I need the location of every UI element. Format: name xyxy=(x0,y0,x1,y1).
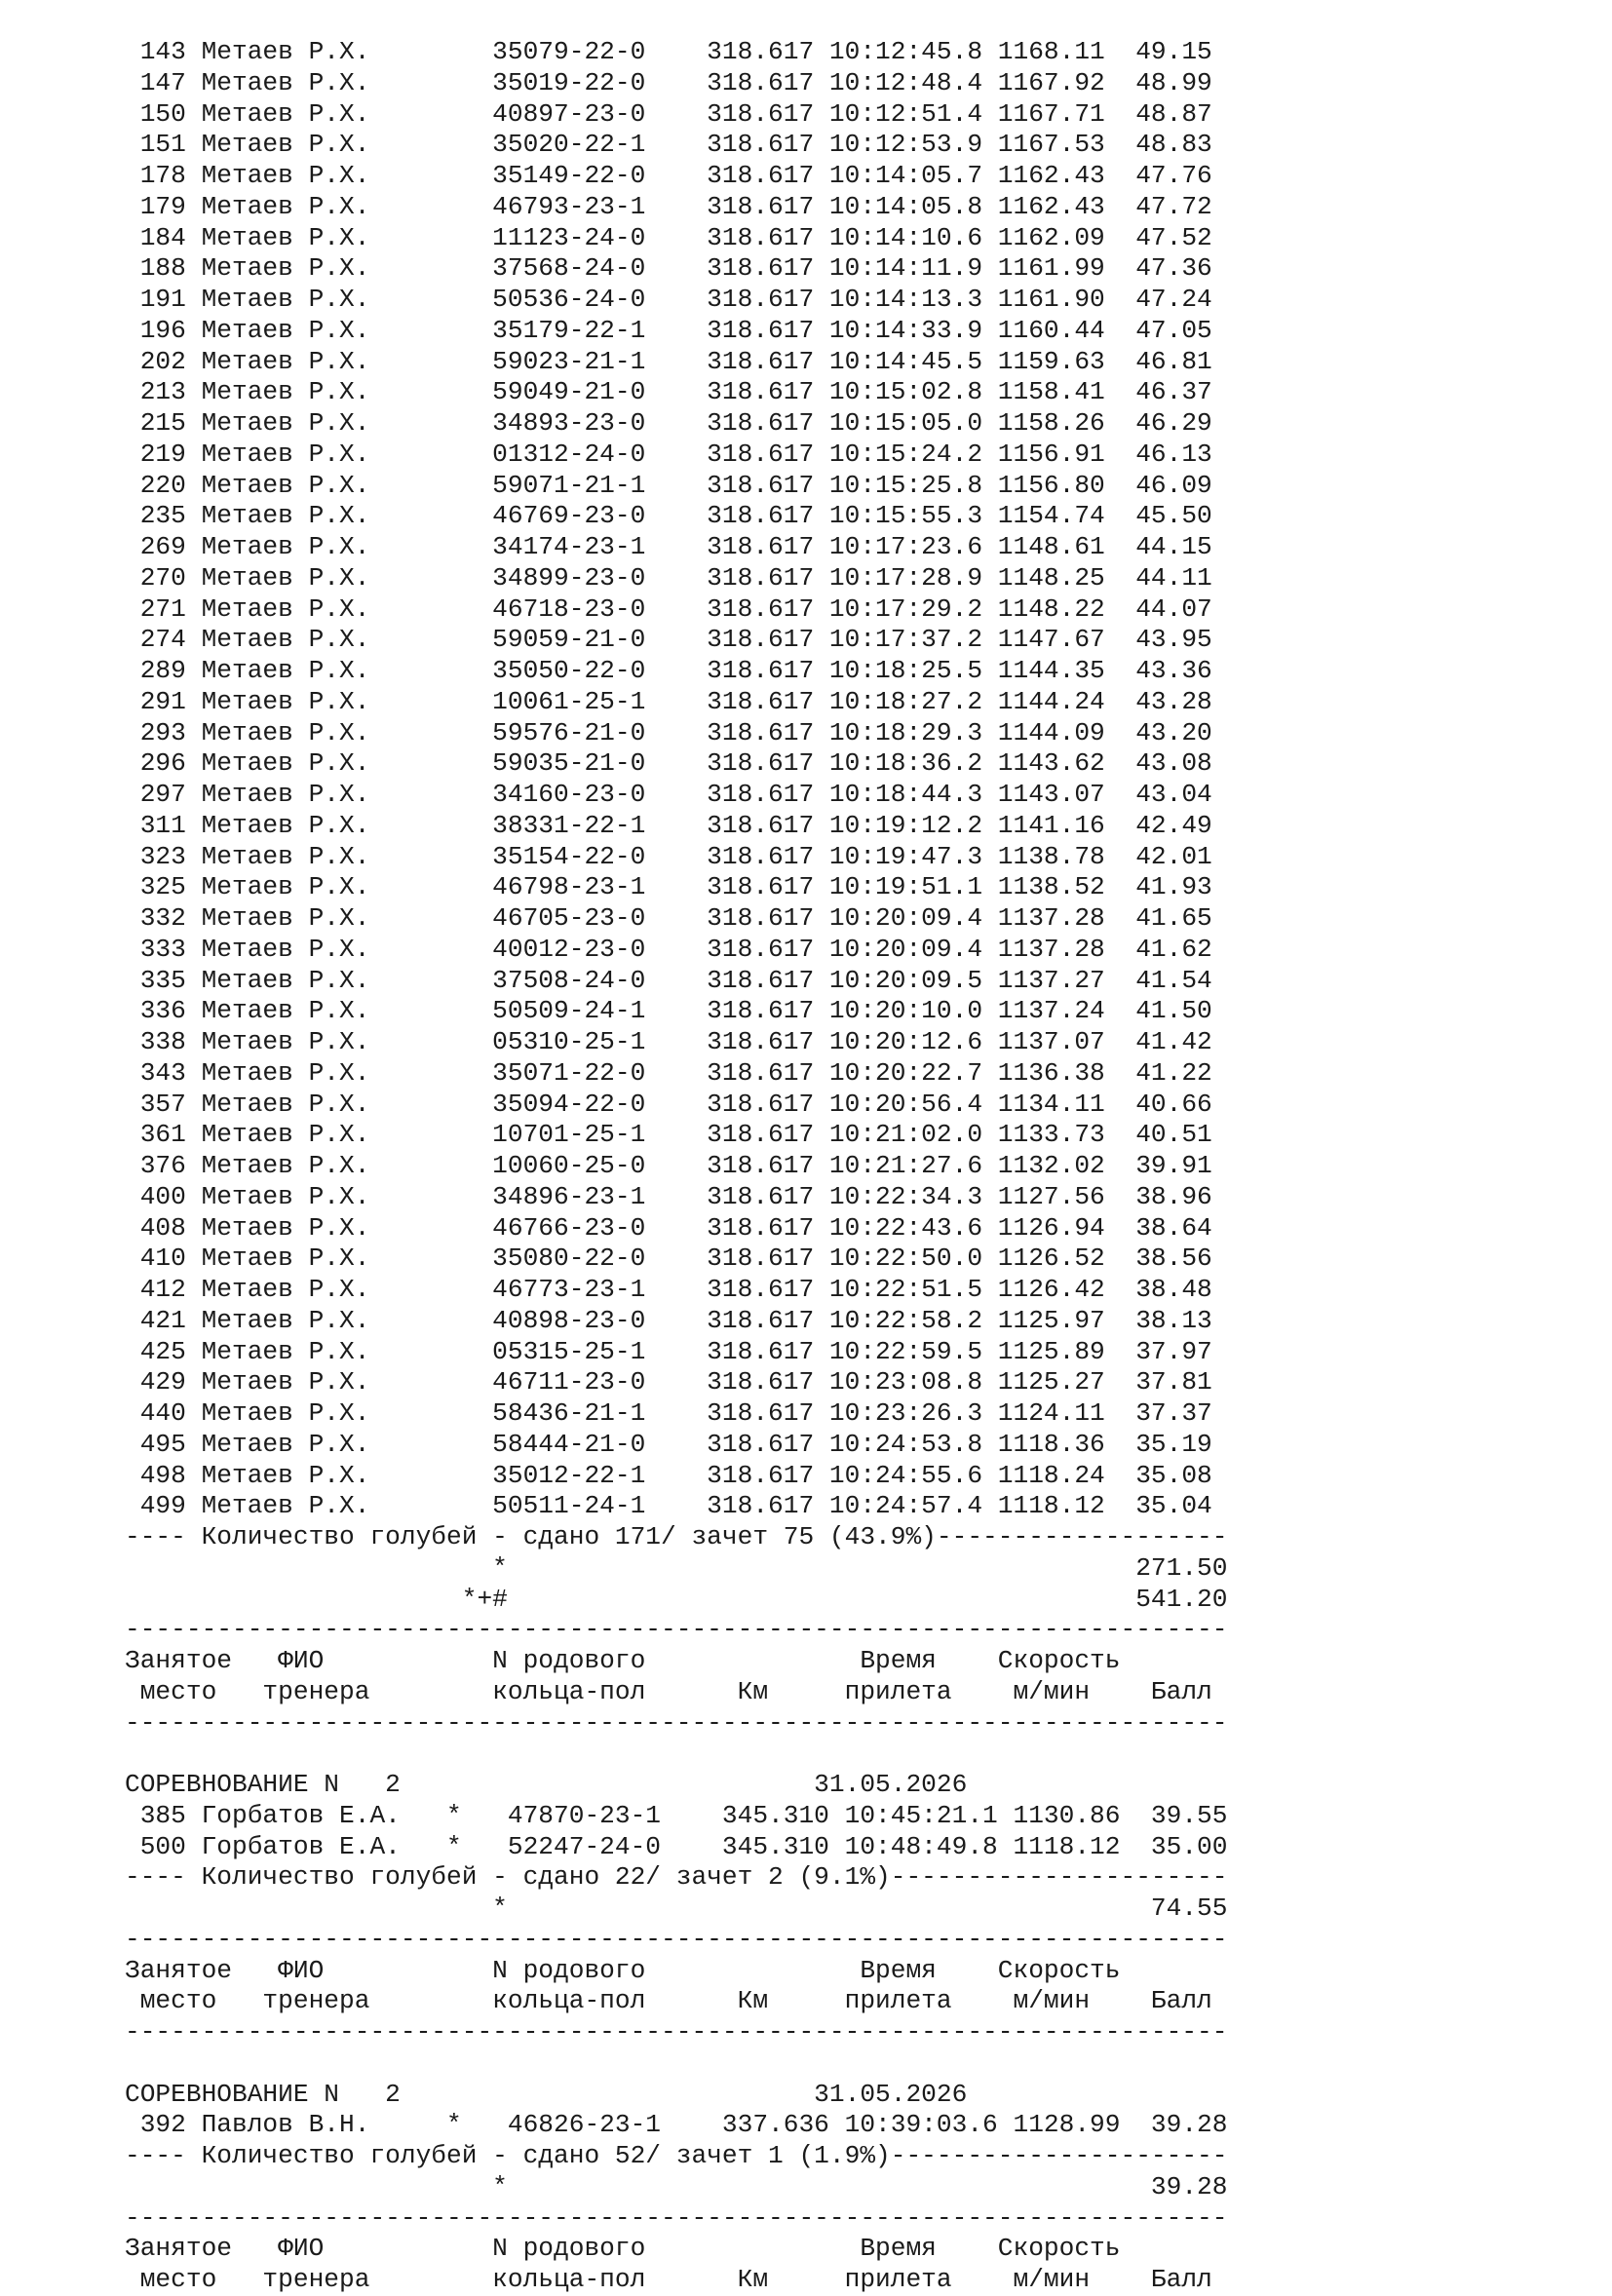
result-row: 202 Метаев Р.Х. 59023-21-1 318.617 10:14:45.5 1159.63 46.81 xyxy=(125,346,1212,376)
result-row: 343 Метаев Р.Х. 35071-22-0 318.617 10:20:22.7 1136.38 41.22 xyxy=(125,1057,1212,1088)
column-header: Занятое ФИО N родового Время Скорость xyxy=(125,2234,1121,2264)
result-row: 495 Метаев Р.Х. 58444-21-0 318.617 10:24:53.8 1118.36 35.19 xyxy=(125,1429,1212,1459)
result-row: 196 Метаев Р.Х. 35179-22-1 318.617 10:14:33.9 1160.44 47.05 xyxy=(125,315,1212,345)
result-row: 323 Метаев Р.Х. 35154-22-0 318.617 10:19:47.3 1138.78 42.01 xyxy=(125,841,1212,871)
separator-line: ------------------------------------------------------------------------ xyxy=(125,1615,1228,1645)
result-row: 499 Метаев Р.Х. 50511-24-1 318.617 10:24:57.4 1118.12 35.04 xyxy=(125,1491,1212,1521)
result-row: 151 Метаев Р.Х. 35020-22-1 318.617 10:12:53.9 1167.53 48.83 xyxy=(125,130,1212,160)
result-row: 289 Метаев Р.Х. 35050-22-0 318.617 10:18:25.5 1144.35 43.36 xyxy=(125,656,1212,685)
blank-line xyxy=(125,1739,1227,1770)
points-total: *+# 541.20 xyxy=(125,1584,1228,1614)
column-header: место тренера кольца-пол Км прилета м/мин Балл xyxy=(125,1986,1212,2016)
result-row: 335 Метаев Р.Х. 37508-24-0 318.617 10:20:09.5 1137.27 41.54 xyxy=(125,965,1212,995)
result-row: 271 Метаев Р.Х. 46718-23-0 318.617 10:17:29.2 1148.22 44.07 xyxy=(125,593,1212,624)
result-row: 150 Метаев Р.Х. 40897-23-0 318.617 10:12:51.4 1167.71 48.87 xyxy=(125,98,1212,129)
result-row: 213 Метаев Р.Х. 59049-21-0 318.617 10:15:02.8 1158.41 46.37 xyxy=(125,377,1212,407)
result-row: 215 Метаев Р.Х. 34893-23-0 318.617 10:15:05.0 1158.26 46.29 xyxy=(125,408,1212,438)
column-header: Занятое ФИО N родового Время Скорость xyxy=(125,1955,1121,1985)
points-total: * 271.50 xyxy=(125,1552,1228,1583)
result-row: 500 Горбатов Е.А. * 52247-24-0 345.310 10:48:49.8 1118.12 35.00 xyxy=(125,1831,1228,1861)
separator-line: ------------------------------------------------------------------------ xyxy=(125,1924,1228,1954)
summary-line: ---- Количество голубей - сдано 52/ зачет 1 (1.9%)---------------------- xyxy=(125,2141,1228,2170)
result-row: 188 Метаев Р.Х. 37568-24-0 318.617 10:14:11.9 1161.99 47.36 xyxy=(125,253,1212,284)
result-row: 291 Метаев Р.Х. 10061-25-1 318.617 10:18:27.2 1144.24 43.28 xyxy=(125,686,1212,716)
result-row: 410 Метаев Р.Х. 35080-22-0 318.617 10:22:50.0 1126.52 38.56 xyxy=(125,1244,1212,1274)
result-row: 338 Метаев Р.Х. 05310-25-1 318.617 10:20:12.6 1137.07 41.42 xyxy=(125,1027,1212,1056)
column-header: место тренера кольца-пол Км прилета м/мин Балл xyxy=(125,2265,1212,2294)
result-row: 392 Павлов В.Н. * 46826-23-1 337.636 10:39:03.6 1128.99 39.28 xyxy=(125,2110,1228,2140)
result-row: 220 Метаев Р.Х. 59071-21-1 318.617 10:15:25.8 1156.80 46.09 xyxy=(125,470,1212,500)
result-row: 235 Метаев Р.Х. 46769-23-0 318.617 10:15:55.3 1154.74 45.50 xyxy=(125,501,1212,531)
separator-line: ------------------------------------------------------------------------ xyxy=(125,2017,1228,2047)
result-row: 385 Горбатов Е.А. * 47870-23-1 345.310 10:45:21.1 1130.86 39.55 xyxy=(125,1800,1228,1830)
competition-header: СОРЕВНОВАНИЕ N 2 31.05.2026 xyxy=(125,2079,968,2109)
points-total: * 74.55 xyxy=(125,1894,1228,1923)
result-row: 274 Метаев Р.Х. 59059-21-0 318.617 10:17:37.2 1147.67 43.95 xyxy=(125,625,1212,655)
separator-line: ------------------------------------------------------------------------ xyxy=(125,1707,1228,1738)
summary-line: ---- Количество голубей - сдано 22/ зачет 2 (9.1%)---------------------- xyxy=(125,1862,1228,1893)
column-header: место тренера кольца-пол Км прилета м/мин Балл xyxy=(125,1676,1212,1706)
result-row: 408 Метаев Р.Х. 46766-23-0 318.617 10:22:43.6 1126.94 38.64 xyxy=(125,1212,1212,1243)
result-row: 336 Метаев Р.Х. 50509-24-1 318.617 10:20:10.0 1137.24 41.50 xyxy=(125,996,1212,1026)
result-row: 179 Метаев Р.Х. 46793-23-1 318.617 10:14:05.8 1162.43 47.72 xyxy=(125,191,1212,221)
result-row: 440 Метаев Р.Х. 58436-21-1 318.617 10:23:26.3 1124.11 37.37 xyxy=(125,1398,1212,1428)
result-row: 325 Метаев Р.Х. 46798-23-1 318.617 10:19:51.1 1138.52 41.93 xyxy=(125,872,1212,902)
points-total: * 39.28 xyxy=(125,2171,1228,2201)
result-row: 357 Метаев Р.Х. 35094-22-0 318.617 10:20:56.4 1134.11 40.66 xyxy=(125,1089,1212,1119)
blank-line xyxy=(125,2048,1227,2080)
separator-line: ------------------------------------------------------------------------ xyxy=(125,2202,1228,2233)
result-row: 412 Метаев Р.Х. 46773-23-1 318.617 10:22:51.5 1126.42 38.48 xyxy=(125,1275,1212,1304)
summary-line: ---- Количество голубей - сдано 171/ зачет 75 (43.9%)------------------- xyxy=(125,1522,1228,1551)
column-header: Занятое ФИО N родового Время Скорость xyxy=(125,1646,1121,1675)
result-row: 293 Метаев Р.Х. 59576-21-0 318.617 10:18:29.3 1144.09 43.20 xyxy=(125,717,1212,747)
result-row: 361 Метаев Р.Х. 10701-25-1 318.617 10:21:02.0 1133.73 40.51 xyxy=(125,1120,1212,1150)
result-row: 429 Метаев Р.Х. 46711-23-0 318.617 10:23:08.8 1125.27 37.81 xyxy=(125,1367,1212,1397)
result-row: 219 Метаев Р.Х. 01312-24-0 318.617 10:15:24.2 1156.91 46.13 xyxy=(125,439,1212,469)
result-row: 376 Метаев Р.Х. 10060-25-0 318.617 10:21:27.6 1132.02 39.91 xyxy=(125,1151,1212,1180)
result-row: 191 Метаев Р.Х. 50536-24-0 318.617 10:14:13.3 1161.90 47.24 xyxy=(125,285,1212,314)
result-row: 498 Метаев Р.Х. 35012-22-1 318.617 10:24:55.6 1118.24 35.08 xyxy=(125,1460,1212,1490)
result-row: 333 Метаев Р.Х. 40012-23-0 318.617 10:20:09.4 1137.28 41.62 xyxy=(125,934,1212,964)
competition-header: СОРЕВНОВАНИЕ N 2 31.05.2026 xyxy=(125,1770,968,1799)
result-row: 147 Метаев Р.Х. 35019-22-0 318.617 10:12:48.4 1167.92 48.99 xyxy=(125,67,1212,97)
result-row: 269 Метаев Р.Х. 34174-23-1 318.617 10:17:23.6 1148.61 44.15 xyxy=(125,532,1212,561)
result-row: 332 Метаев Р.Х. 46705-23-0 318.617 10:20:09.4 1137.28 41.65 xyxy=(125,903,1212,933)
result-row: 297 Метаев Р.Х. 34160-23-0 318.617 10:18:44.3 1143.07 43.04 xyxy=(125,780,1212,809)
result-row: 143 Метаев Р.Х. 35079-22-0 318.617 10:12:45.8 1168.11 49.15 xyxy=(125,37,1212,66)
result-row: 421 Метаев Р.Х. 40898-23-0 318.617 10:22:58.2 1125.97 38.13 xyxy=(125,1305,1212,1335)
result-row: 400 Метаев Р.Х. 34896-23-1 318.617 10:22:34.3 1127.56 38.96 xyxy=(125,1181,1212,1211)
result-row: 311 Метаев Р.Х. 38331-22-1 318.617 10:19:12.2 1141.16 42.49 xyxy=(125,810,1212,840)
results-printout xyxy=(125,37,1227,2296)
result-row: 270 Метаев Р.Х. 34899-23-0 318.617 10:17:28.9 1148.25 44.11 xyxy=(125,562,1212,593)
result-row: 425 Метаев Р.Х. 05315-25-1 318.617 10:22:59.5 1125.89 37.97 xyxy=(125,1336,1212,1366)
result-row: 178 Метаев Р.Х. 35149-22-0 318.617 10:14:05.7 1162.43 47.76 xyxy=(125,161,1212,190)
result-row: 296 Метаев Р.Х. 59035-21-0 318.617 10:18:36.2 1143.62 43.08 xyxy=(125,748,1212,779)
result-row: 184 Метаев Р.Х. 11123-24-0 318.617 10:14:10.6 1162.09 47.52 xyxy=(125,222,1212,252)
